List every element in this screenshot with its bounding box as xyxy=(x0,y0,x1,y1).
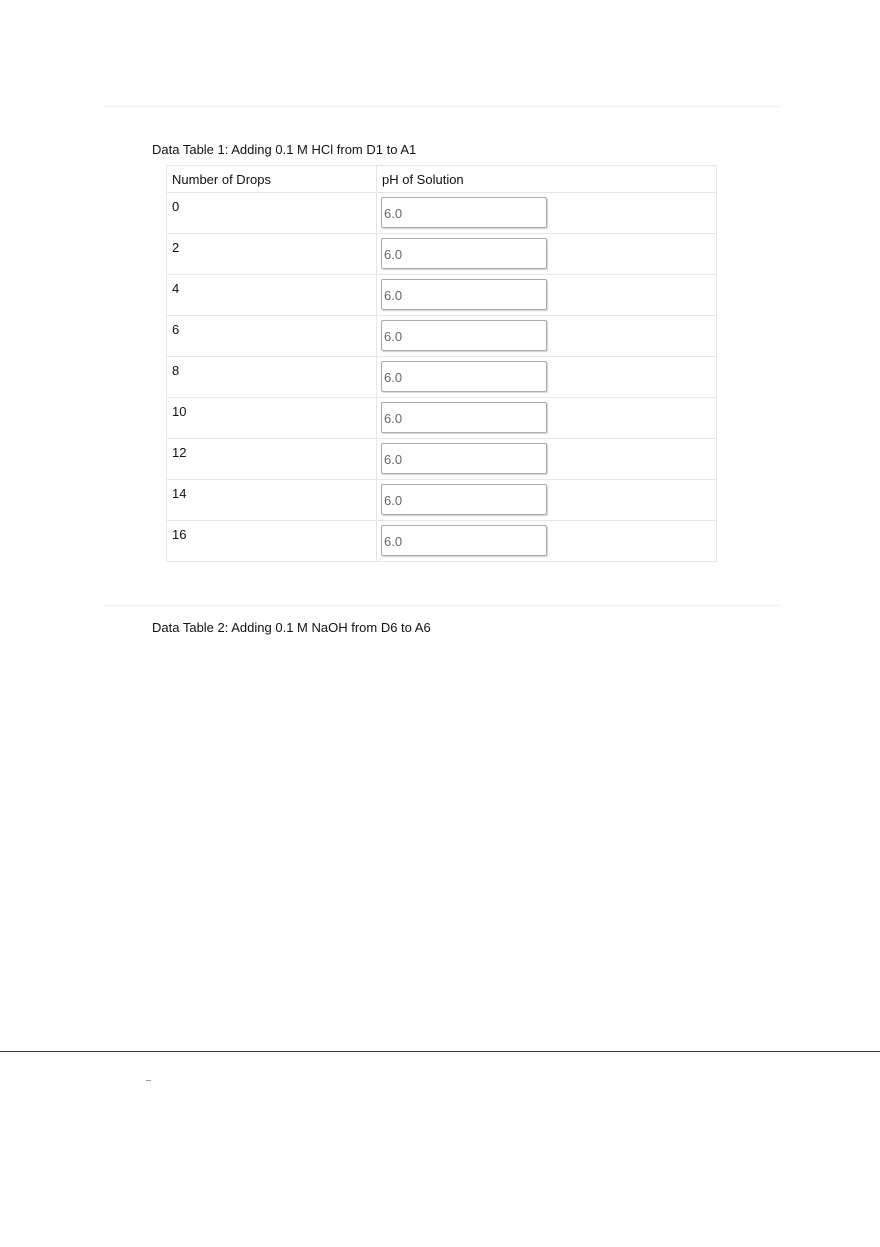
table-row xyxy=(167,234,717,275)
ph-input[interactable] xyxy=(381,525,547,556)
table-row xyxy=(167,521,717,562)
table-row xyxy=(167,398,717,439)
ph-input[interactable] xyxy=(381,361,547,392)
ph-input[interactable] xyxy=(381,402,547,433)
section-divider-top xyxy=(104,106,780,107)
table-header-row xyxy=(167,166,717,193)
drops-cell: 8 xyxy=(167,357,377,398)
table-row xyxy=(167,193,717,234)
drops-cell: 6 xyxy=(167,316,377,357)
page-divider xyxy=(0,1051,880,1052)
ph-cell xyxy=(377,275,717,316)
ph-input[interactable] xyxy=(381,279,547,310)
table-row xyxy=(167,480,717,521)
drops-cell: 4 xyxy=(167,275,377,316)
table-2-caption: Data Table 2: Adding 0.1 M NaOH from D6 to A6 xyxy=(152,620,431,635)
table-row xyxy=(167,316,717,357)
ph-cell xyxy=(377,193,717,234)
drops-cell: 12 xyxy=(167,439,377,480)
table-row xyxy=(167,357,717,398)
ph-cell xyxy=(377,398,717,439)
ph-cell xyxy=(377,480,717,521)
ph-cell xyxy=(377,316,717,357)
table-row xyxy=(167,439,717,480)
drops-cell: 14 xyxy=(167,480,377,521)
drops-cell: 10 xyxy=(167,398,377,439)
drops-cell: 2 xyxy=(167,234,377,275)
ph-input[interactable] xyxy=(381,238,547,269)
ph-cell xyxy=(377,439,717,480)
ph-input[interactable] xyxy=(381,320,547,351)
drops-cell: 0 xyxy=(167,193,377,234)
ph-input[interactable] xyxy=(381,484,547,515)
header-ph-of-solution: pH of Solution xyxy=(377,166,717,193)
ph-cell xyxy=(377,234,717,275)
data-table-1 xyxy=(166,165,717,562)
footer-mark xyxy=(146,1080,151,1081)
ph-cell xyxy=(377,357,717,398)
section-divider-middle xyxy=(104,605,780,606)
ph-input[interactable] xyxy=(381,197,547,228)
table-1-caption: Data Table 1: Adding 0.1 M HCl from D1 to A1 xyxy=(152,142,417,157)
ph-cell xyxy=(377,521,717,562)
table-row xyxy=(167,275,717,316)
header-number-of-drops: Number of Drops xyxy=(167,166,377,193)
ph-input[interactable] xyxy=(381,443,547,474)
drops-cell: 16 xyxy=(167,521,377,562)
